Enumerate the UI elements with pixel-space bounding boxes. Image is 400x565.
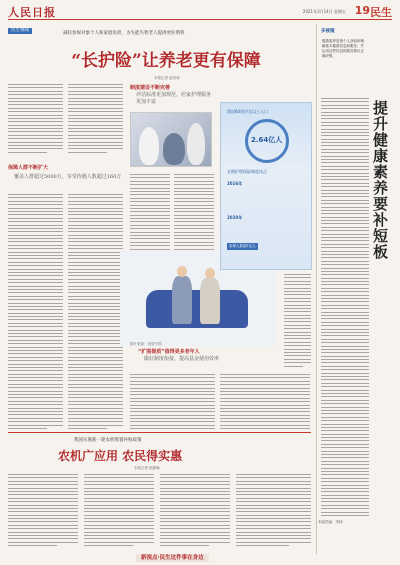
person-head (177, 266, 187, 277)
body-text (220, 374, 310, 434)
sidebar-title: 提升健康素养要补短板 (373, 99, 389, 261)
person-figure (172, 276, 192, 324)
body-text (160, 474, 230, 552)
info-box: 参保人数超1亿人 (229, 244, 256, 248)
body-text (236, 474, 311, 552)
info-label: 长期护理保险制度试点 (227, 169, 267, 174)
illustration-caption: 图片来源：视觉中国 (130, 342, 162, 346)
subhead: “扩围提质”值得更多老年人 (138, 349, 200, 355)
body-text (8, 474, 78, 552)
editor-credit: 本版责编：李林 (318, 520, 343, 524)
body-text (68, 84, 123, 156)
story2-kicker: 我国实施新一轮农机购置补贴政策 (74, 438, 142, 443)
person-head (205, 268, 215, 279)
body-text (130, 374, 215, 434)
info-year: 2020年 (227, 215, 243, 220)
masthead (8, 4, 392, 20)
story-byline: 本报记者 赵易莉 (154, 76, 180, 80)
story2-headline: 农机广应用 农民得实惠 (58, 449, 183, 463)
sidebar-lead: 健康素养是指个人获取和理解基本健康信息和服务，并运用这些信息和服务做出正确决策。 (322, 39, 364, 58)
pullquote: 覆盖人群超过5000万，享受待遇人数超过160万 (14, 174, 122, 180)
dateline: 2021年3月14日 星期五 (302, 9, 346, 14)
column-tag: 民生视线 (8, 28, 32, 34)
subhead: 保障人群不断扩大 (8, 165, 49, 171)
info-label: 我国60周岁及以上人口 (227, 109, 269, 114)
section-divider (8, 432, 311, 433)
story-kicker: 减轻参保对象个人和家庭负担，为失能失智老人提供更好照料 (63, 31, 185, 36)
body-text (8, 194, 63, 444)
person-figure (200, 278, 220, 324)
page-number: 19 (354, 4, 370, 17)
statistics-infographic (220, 102, 312, 270)
info-year: 2016年 (227, 181, 243, 186)
subhead: 制度建设不断完善 (130, 85, 171, 91)
pullquote: 做好制度衔接，提高基金使用效率 (144, 356, 220, 362)
body-text (321, 98, 369, 518)
newspaper-logo: 人民日报 (8, 6, 56, 19)
news-photo (130, 112, 212, 167)
body-text (68, 194, 123, 444)
footer-banner: 新视点·民生这件事在身边 (136, 554, 209, 562)
section-name: 民生 (370, 6, 392, 19)
pullquote: 评估标准更加规范，居家护理服务更加丰富 (136, 92, 212, 105)
sofa-shape (146, 290, 248, 328)
sidebar-tag: 多棱镜 (321, 29, 335, 34)
story2-byline: 本报记者 郁静娴 (134, 466, 160, 470)
body-text (284, 274, 311, 370)
body-text (84, 474, 154, 552)
info-big-number: 2.64亿人 (251, 136, 283, 144)
story-headline: “长护险”让养老更有保障 (71, 51, 261, 71)
opinion-sidebar (316, 24, 394, 554)
body-text (8, 84, 63, 156)
